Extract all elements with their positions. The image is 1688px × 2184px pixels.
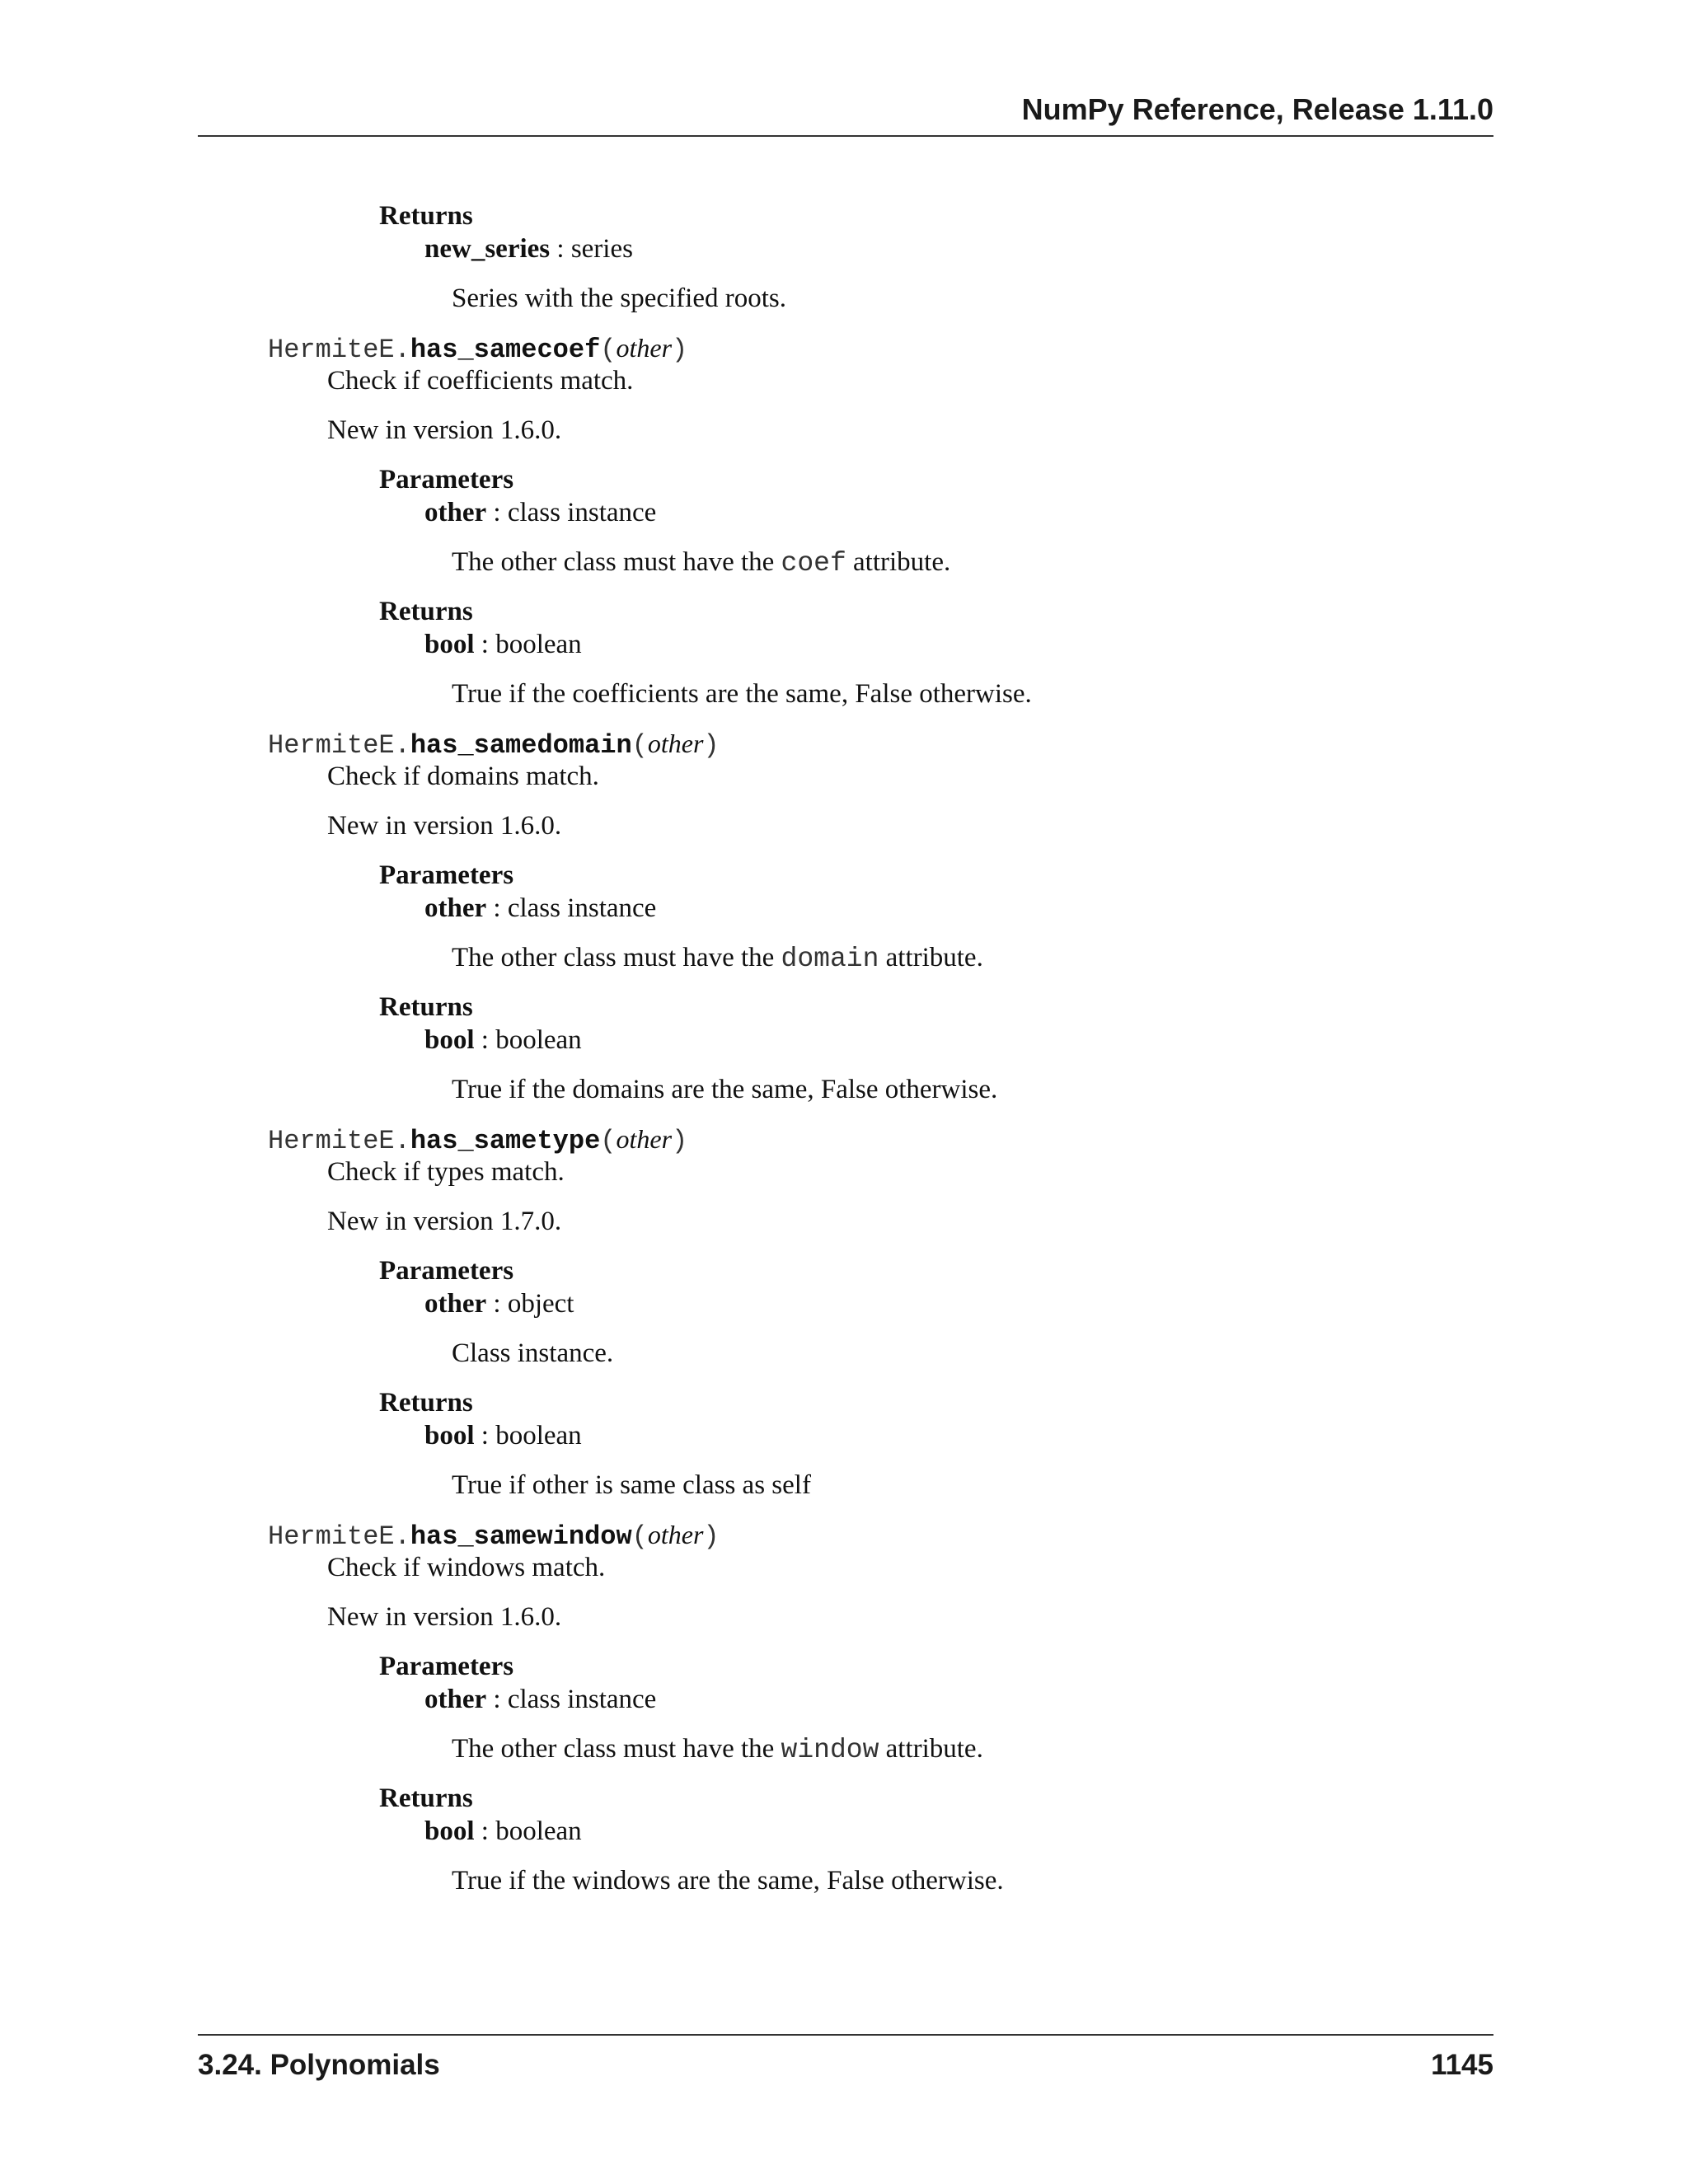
footer-section: 3.24. Polynomials	[198, 2049, 440, 2081]
method-signature: HermiteE.has_samecoef(other)	[268, 333, 688, 365]
page-header	[198, 92, 1493, 137]
return-entry: new_series : series	[424, 234, 633, 264]
parameter-description: The other class must have the domain attribute.	[452, 943, 983, 974]
returns-label: Returns	[379, 1388, 473, 1418]
return-name: bool	[424, 1816, 475, 1846]
method-arg: other	[616, 1124, 673, 1154]
return-entry: bool : boolean	[424, 1421, 582, 1451]
return-type: boolean	[495, 1421, 582, 1451]
method-name: has_sametype	[410, 1126, 601, 1156]
method-signature: HermiteE.has_samedomain(other)	[268, 729, 720, 761]
parameter-name: other	[424, 498, 487, 527]
method-class-prefix: HermiteE.	[268, 1521, 410, 1552]
method-arg: other	[647, 729, 704, 758]
returns-label: Returns	[379, 201, 473, 231]
return-name: bool	[424, 1421, 475, 1451]
parameter-description: Class instance.	[452, 1338, 614, 1368]
version-note: New in version 1.6.0.	[327, 1602, 562, 1632]
parameter-name: other	[424, 893, 487, 923]
method-summary: Check if coefficients match.	[327, 366, 634, 396]
return-entry: bool : boolean	[424, 1816, 582, 1846]
method-name: has_samewindow	[410, 1521, 632, 1552]
return-type: boolean	[495, 1816, 582, 1846]
returns-label: Returns	[379, 992, 473, 1022]
page-footer	[198, 2034, 1493, 2082]
version-note: New in version 1.7.0.	[327, 1207, 562, 1236]
inline-code: coef	[781, 548, 846, 579]
return-type: boolean	[495, 1025, 582, 1055]
parameter-description: The other class must have the coef attribute.	[452, 547, 951, 579]
parameter-description: The other class must have the window attribute.	[452, 1734, 983, 1765]
inline-code: domain	[781, 944, 879, 974]
method-class-prefix: HermiteE.	[268, 1126, 410, 1156]
parameters-label: Parameters	[379, 465, 514, 494]
returns-label: Returns	[379, 597, 473, 626]
method-signature: HermiteE.has_sametype(other)	[268, 1124, 688, 1156]
return-entry: bool : boolean	[424, 630, 582, 659]
return-description: Series with the specified roots.	[452, 284, 786, 313]
return-name: new_series	[424, 234, 551, 264]
method-summary: Check if domains match.	[327, 762, 599, 791]
inline-code: window	[781, 1735, 879, 1765]
parameter-type: object	[507, 1289, 574, 1319]
returns-label: Returns	[379, 1783, 473, 1813]
parameter-name: other	[424, 1289, 487, 1319]
parameter-type: class instance	[507, 1685, 657, 1714]
parameters-label: Parameters	[379, 860, 514, 890]
parameter-entry: other : object	[424, 1289, 574, 1319]
method-class-prefix: HermiteE.	[268, 730, 410, 761]
return-description: True if the domains are the same, False otherwise.	[452, 1075, 998, 1104]
method-summary: Check if windows match.	[327, 1553, 606, 1582]
parameters-label: Parameters	[379, 1652, 514, 1681]
return-description: True if the windows are the same, False otherwise.	[452, 1866, 1004, 1896]
return-description: True if other is same class as self	[452, 1470, 811, 1500]
return-entry: bool : boolean	[424, 1025, 582, 1055]
parameter-entry: other : class instance	[424, 498, 657, 527]
version-note: New in version 1.6.0.	[327, 811, 562, 841]
method-class-prefix: HermiteE.	[268, 335, 410, 365]
method-arg: other	[616, 333, 673, 363]
method-summary: Check if types match.	[327, 1157, 565, 1187]
parameters-label: Parameters	[379, 1256, 514, 1286]
parameter-entry: other : class instance	[424, 893, 657, 923]
parameter-entry: other : class instance	[424, 1685, 657, 1714]
method-arg: other	[647, 1520, 704, 1549]
parameter-type: class instance	[507, 893, 657, 923]
parameter-name: other	[424, 1685, 487, 1714]
return-type: boolean	[495, 630, 582, 659]
return-name: bool	[424, 1025, 475, 1055]
method-signature: HermiteE.has_samewindow(other)	[268, 1520, 720, 1552]
running-title: NumPy Reference, Release 1.11.0	[1021, 92, 1493, 126]
page-number: 1145	[1431, 2049, 1493, 2081]
return-type: series	[570, 234, 633, 264]
version-note: New in version 1.6.0.	[327, 415, 562, 445]
method-name: has_samedomain	[410, 730, 632, 761]
return-description: True if the coefficients are the same, False otherwise.	[452, 679, 1032, 709]
return-name: bool	[424, 630, 475, 659]
method-name: has_samecoef	[410, 335, 601, 365]
parameter-type: class instance	[507, 498, 657, 527]
